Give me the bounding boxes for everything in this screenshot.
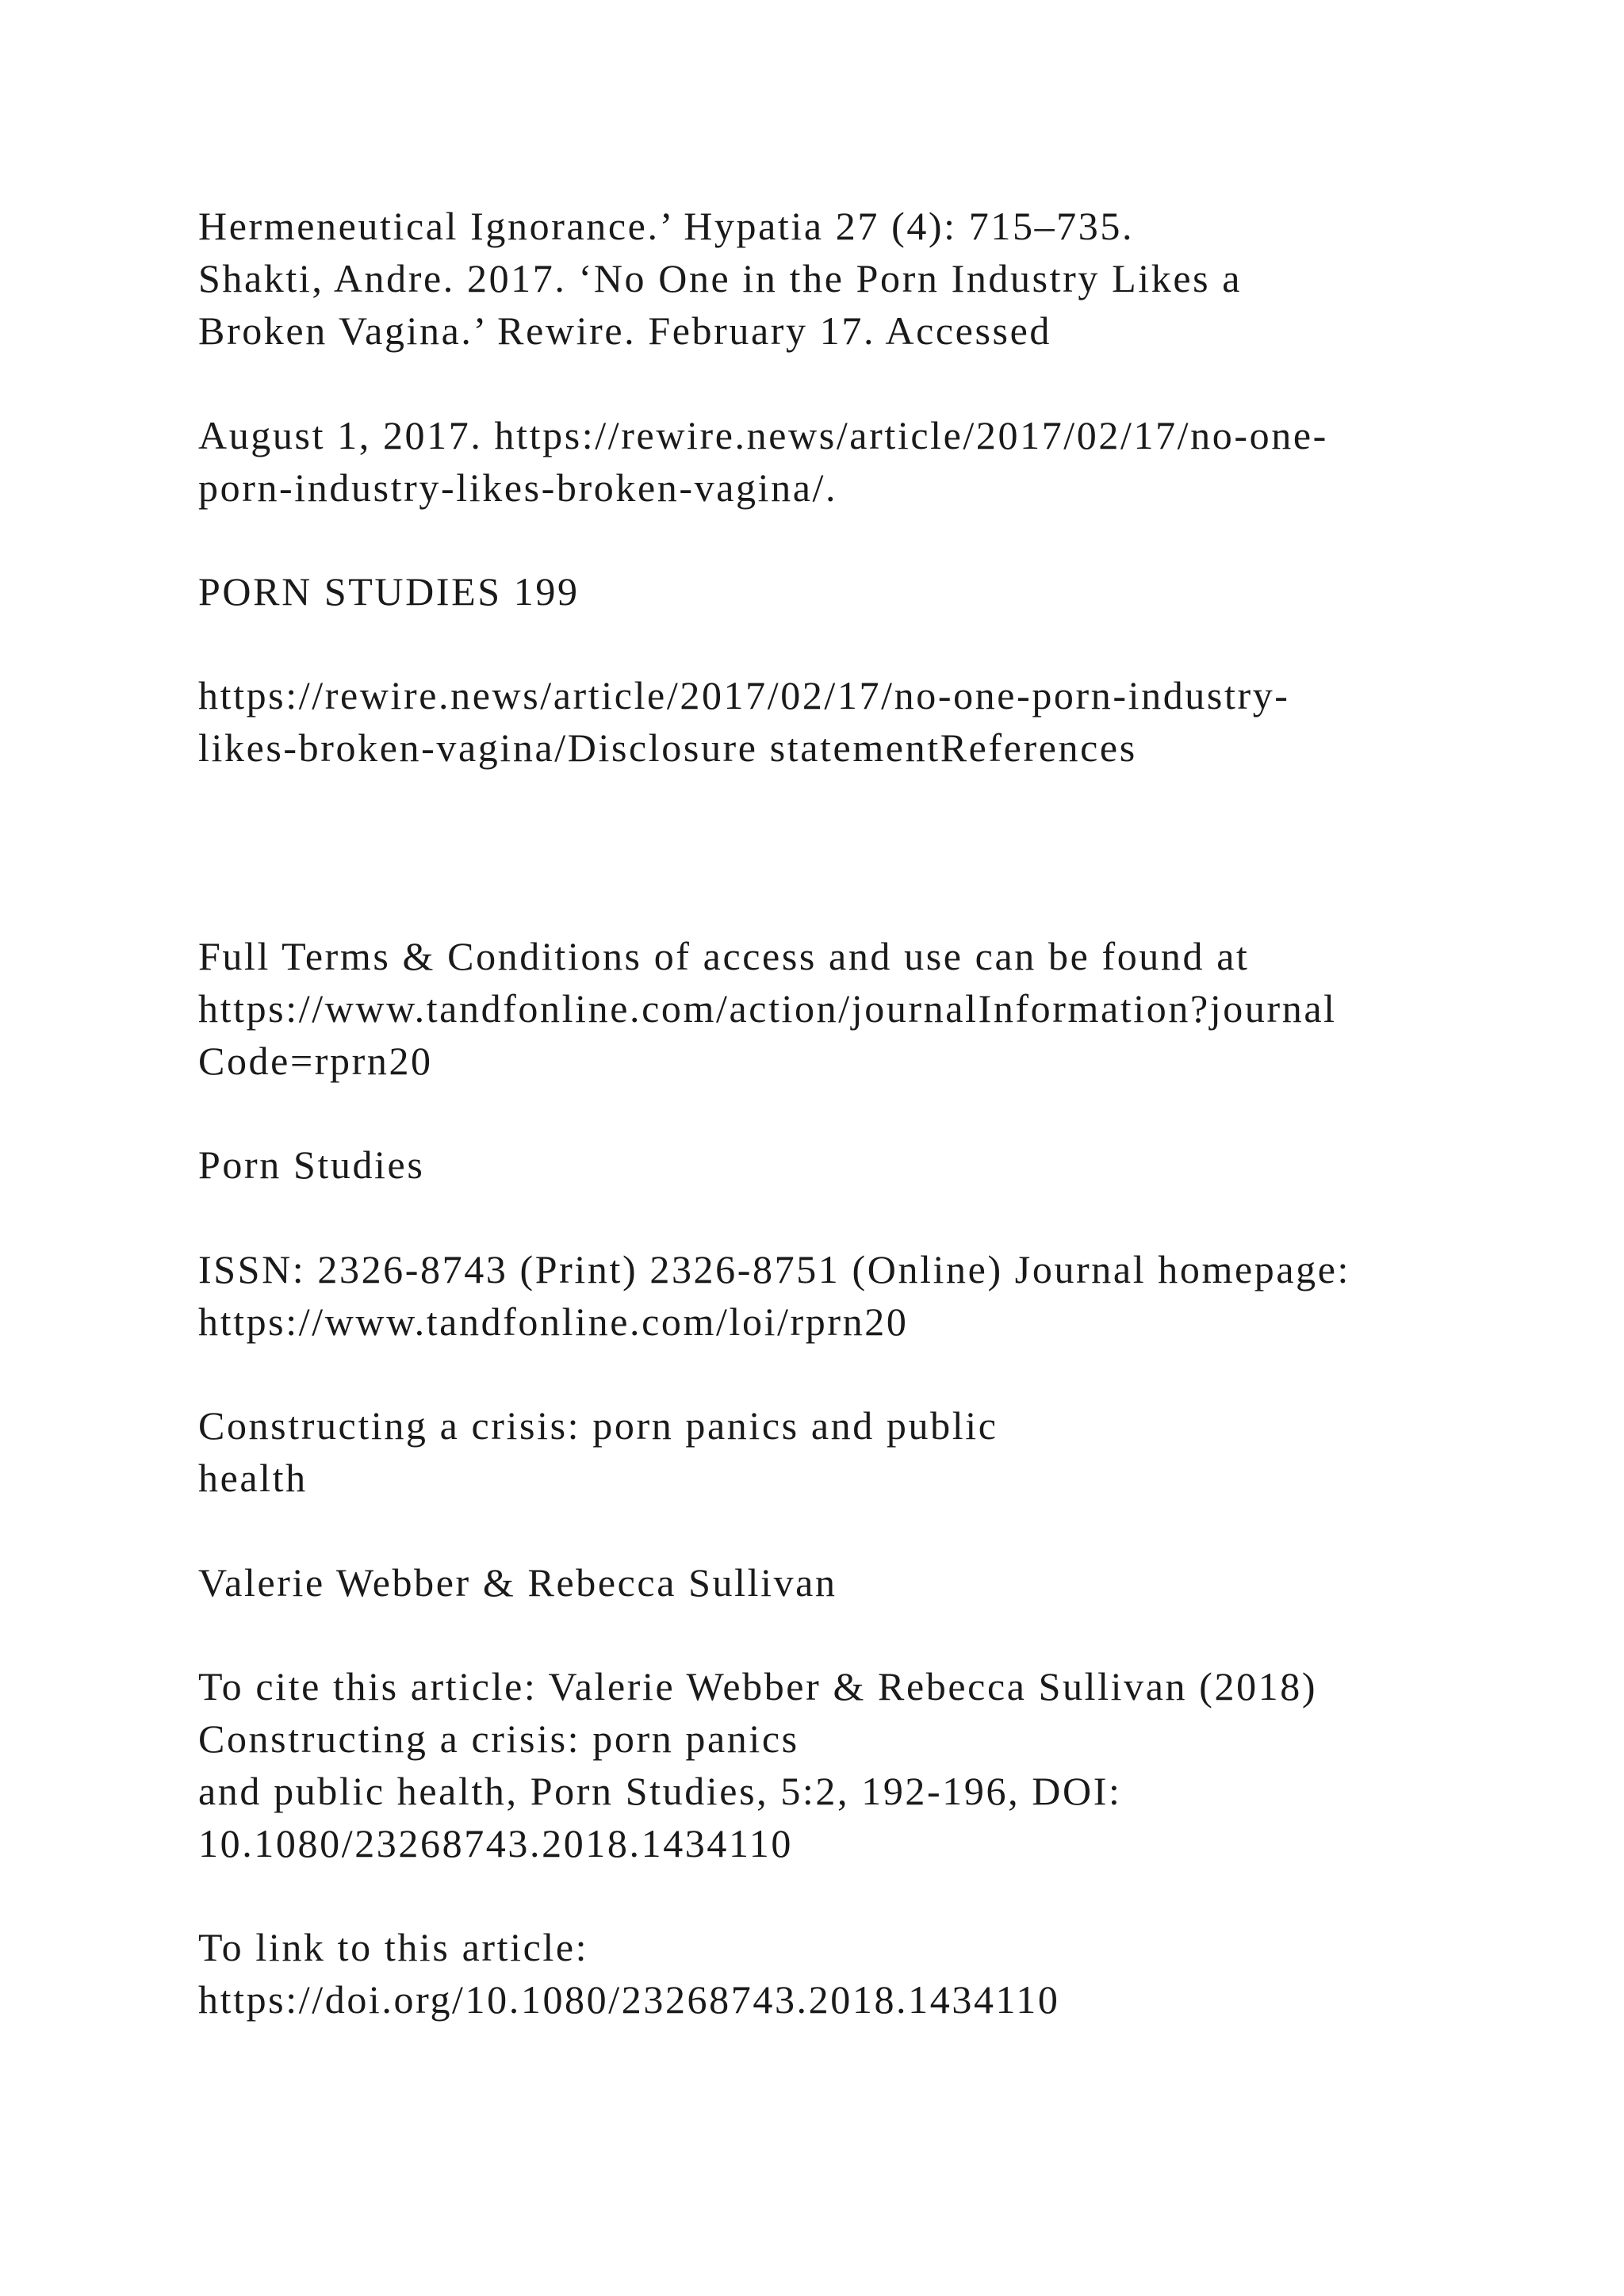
text-line: and public health, Porn Studies, 5:2, 192-196, DOI: [198,1769,1122,1813]
reference-shakti [198,252,1507,357]
page-footer [198,565,1507,618]
text-line: https://www.tandfonline.com/action/journalInformation?journal [198,986,1337,1031]
text-line: ISSN: 2326-8743 (Print) 2326-8751 (Online) Journal homepage: [198,1247,1351,1292]
reference-fricker-end [198,200,1507,252]
text-line: Valerie Webber & Rebecca Sullivan [198,1560,837,1605]
text-line: To cite this article: Valerie Webber & Rebecca Sullivan (2018) [198,1664,1318,1709]
terms-conditions [198,930,1507,1087]
text-line: Full Terms & Conditions of access and use can be found at [198,934,1250,978]
text-line: Porn Studies [198,1142,425,1187]
text-line: Shakti, Andre. 2017. ‘No One in the Porn Industry Likes a [198,256,1243,300]
text-line: Constructing a crisis: porn panics [198,1716,799,1761]
text-line: https://rewire.news/article/2017/02/17/no-one-porn-industry- [198,673,1290,718]
article-authors [198,1556,1507,1609]
issn-homepage [198,1243,1507,1348]
citation [198,1660,1507,1869]
text-line: PORN STUDIES 199 [198,569,580,614]
text-line: August 1, 2017. https://rewire.news/article/2017/02/17/no-one- [198,413,1328,457]
text-line: Hermeneutical Ignorance.’ Hypatia 27 (4): 715–735. [198,204,1135,248]
text-line: likes-broken-vagina/Disclosure statementReferences [198,725,1137,770]
article-title [198,1399,1507,1504]
text-line: To link to this article: [198,1925,589,1969]
text-line: Code=rprn20 [198,1039,433,1083]
reference-shakti-accessed [198,409,1507,514]
text-line: https://www.tandfonline.com/loi/rprn20 [198,1299,909,1344]
text-line: Broken Vagina.’ Rewire. February 17. Accessed [198,308,1051,353]
text-line: Constructing a crisis: porn panics and public [198,1403,998,1448]
text-line: 10.1080/23268743.2018.1434110 [198,1821,793,1866]
article-link [198,1921,1507,2026]
text-line: porn-industry-likes-broken-vagina/. [198,465,838,510]
journal-name [198,1138,1507,1191]
link-footnote [198,669,1507,774]
text-line: health [198,1456,308,1500]
doi-link[interactable]: https://doi.org/10.1080/23268743.2018.1434110 [198,1977,1060,2022]
